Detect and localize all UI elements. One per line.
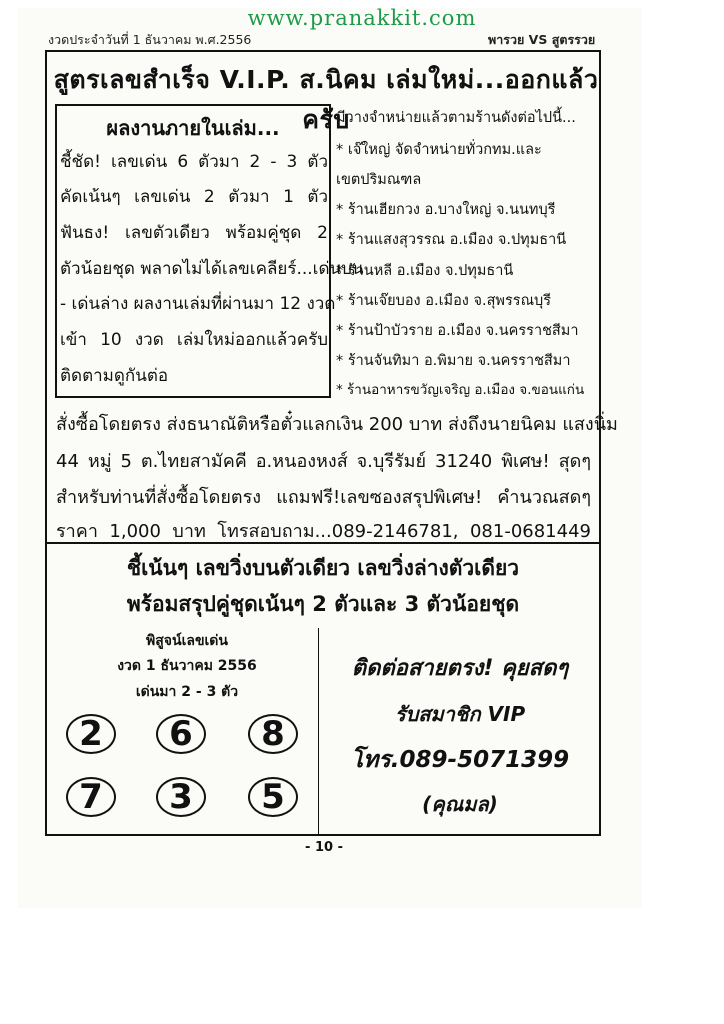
shop-list-item: * ร้านอาหารขวัญเจริญ อ.เมือง จ.ขอนแก่น [336,382,585,398]
results-line: ตัวน้อยชุด พลาดไม่ได้เลขเคลียร์...เด่นบน [60,259,364,279]
section-divider [45,542,601,544]
results-line: ฟันธง! เลขตัวเดียว พร้อมคู่ชุด 2 [60,223,328,243]
results-line: - เด่นล่าง ผลงานเล่มที่ผ่านมา 12 งวด [60,294,336,314]
column-divider [318,628,319,836]
number-ball: 6 [156,714,206,754]
order-info-line: สำหรับท่านที่สั่งซื้อโดยตรง แถมฟรี!เลขซองสรุปพิเศษ! คำนวณสดๆ [56,487,591,508]
proof-draw-date: งวด 1 ธันวาคม 2556 [117,658,257,674]
promo-line: ชี้เน้นๆ เลขวิ่งบนตัวเดียว เลขวิ่งล่างตัวเดียว [126,556,520,580]
number-ball: 3 [156,777,206,817]
shop-list-item: * เจ๊ใหญ่ จัดจำหน่ายทั่วกทม.และ [336,142,542,158]
shop-list-item: * ร้านจันทิมา อ.พิมาย จ.นครราชสีมา [336,353,571,369]
contact-headline: ติดต่อสายตรง! คุยสดๆ [351,656,569,681]
number-ball: 5 [248,777,298,817]
shop-list-item: เขตปริมณฑล [336,172,422,188]
results-line: ชี้ชัด! เลขเด่น 6 ตัวมา 2 - 3 ตัว [60,152,328,172]
order-info-line: 44 หมู่ 5 ต.ไทยสามัคคี อ.หนองหงส์ จ.บุรีรัมย์ 31240 พิเศษ! สุดๆ [56,451,591,472]
proof-title: พิสูจน์เลขเด่น [146,633,228,649]
contact-membership: รับสมาชิก VIP [394,702,526,726]
shop-list-item: * ร้านเฮียกวง อ.บางใหญ่ จ.นนทบุรี [336,202,556,218]
order-info-line: สั่งซื้อโดยตรง ส่งธนาณัติหรือตั๋วแลกเงิน 200 บาท ส่งถึงนายนิคม แสงนิ่ม [56,414,618,435]
shop-list-item: * ร้านแสงสุวรรณ อ.เมือง จ.ปทุมธานี [336,232,567,248]
header-draw-date: งวดประจำวันที่ 1 ธันวาคม พ.ศ.2556 [48,32,252,47]
watermark-url: www.pranakkit.com [247,6,477,30]
proof-hit-count: เด่นมา 2 - 3 ตัว [135,684,239,700]
results-line: เข้า 10 งวด เล่มใหม่ออกแล้วครับ [60,330,328,350]
banner-headline: สูตรเลขสำเร็จ V.I.P. ส.นิคม เล่มใหม่...ออกแล้วครับ [53,65,599,134]
number-ball: 2 [66,714,116,754]
contact-phone: โทร.089-5071399 [350,747,570,773]
results-line: ติดตามดูกันต่อ [60,366,169,386]
results-line: คัดเน้นๆ เลขเด่น 2 ตัวมา 1 ตัว [60,187,328,207]
shop-list-item: * ร้านเจ๊ยบอง อ.เมือง จ.สุพรรณบุรี [336,293,552,309]
number-ball: 8 [248,714,298,754]
results-title: ผลงานภายในเล่ม... [106,116,280,140]
promo-line: พร้อมสรุปคู่ชุดเน้นๆ 2 ตัวและ 3 ตัวน้อยชุด [126,592,520,616]
order-info-line: ราคา 1,000 บาท โทรสอบถาม...089-2146781, 081-0681449 [56,521,591,542]
shop-list-item: * ร้านหลี อ.เมือง จ.ปทุมธานี [336,263,514,279]
shops-intro: มีวางจำหน่ายแล้วตามร้านดังต่อไปนี้... [336,110,576,126]
contact-name: (คุณมล) [422,792,498,816]
page-number: - 10 - [305,840,343,855]
shop-list-item: * ร้านป้าบัวราย อ.เมือง จ.นครราชสีมา [336,323,579,339]
number-ball: 7 [66,777,116,817]
header-publication: พารวย VS สูตรรวย [488,32,596,47]
